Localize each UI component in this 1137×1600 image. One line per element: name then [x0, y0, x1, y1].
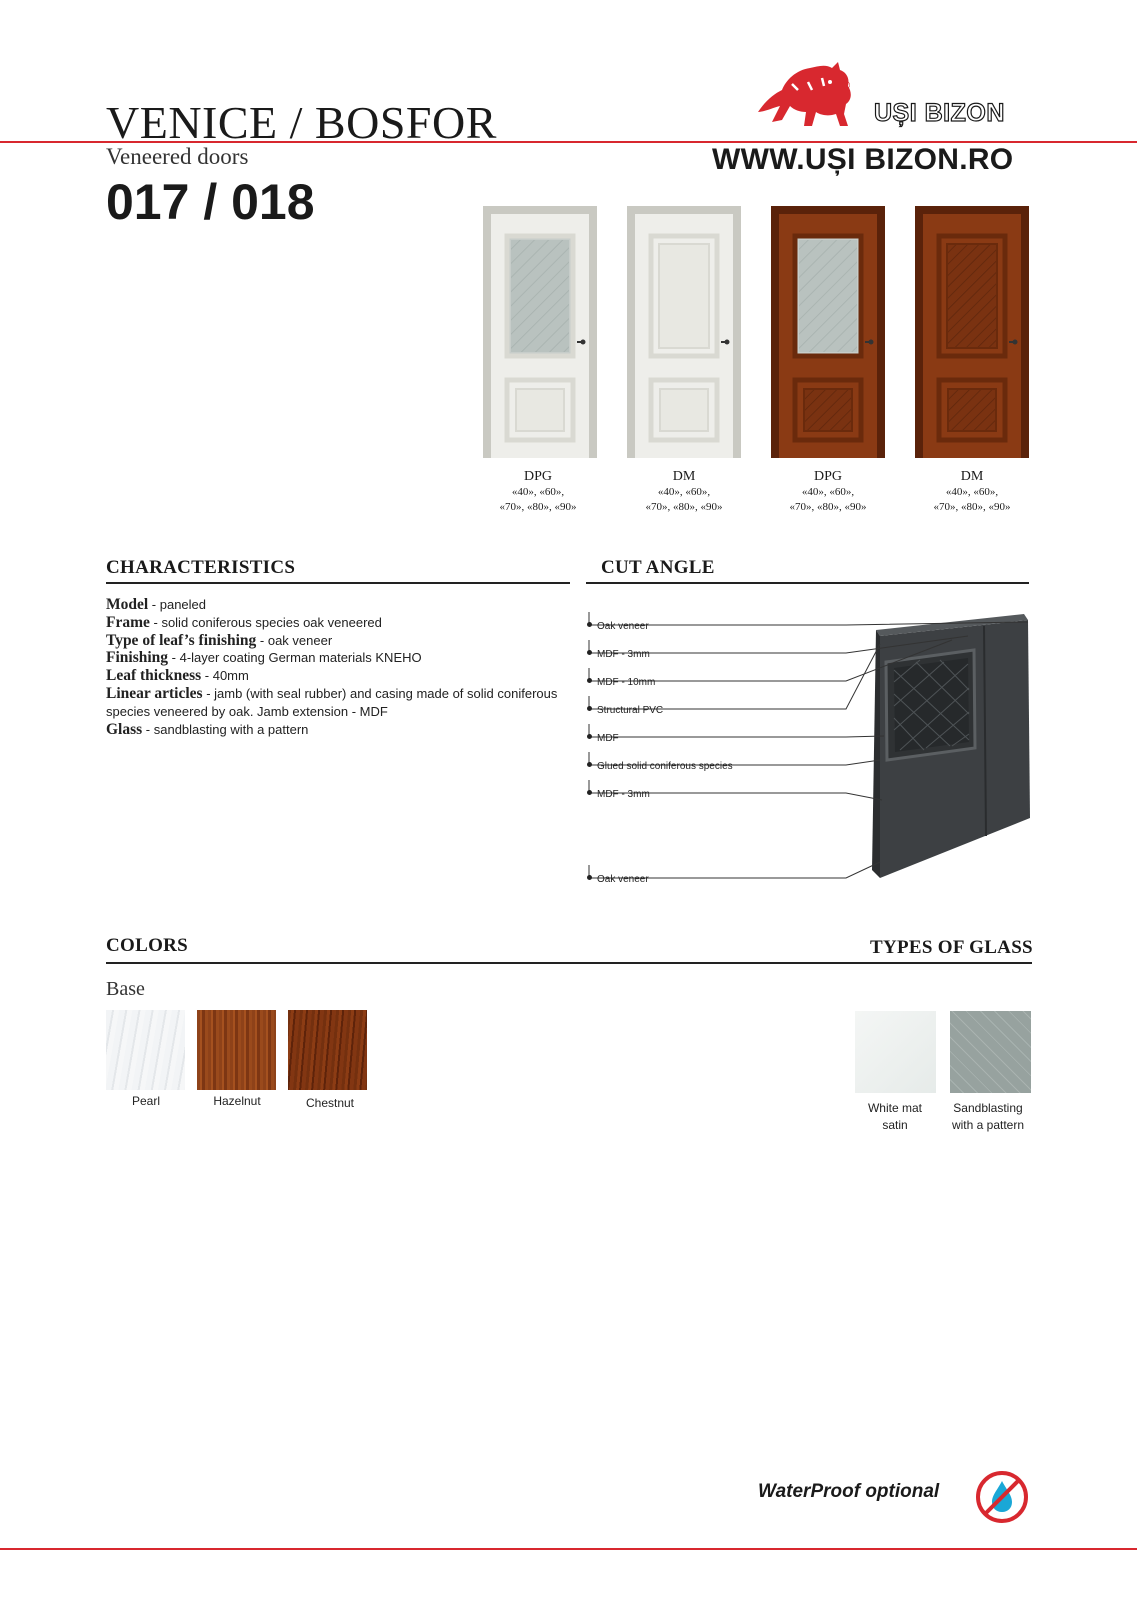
door-image[interactable] [483, 206, 597, 458]
door-caption [612, 469, 756, 515]
layer-marker-dot [587, 734, 592, 739]
door-image[interactable] [771, 206, 885, 458]
characteristic-key: Glass [106, 720, 143, 738]
door-sizes-line2: «70», «80», «90» [499, 501, 577, 513]
door-sizes-line1: «40», «60», [511, 486, 565, 498]
characteristic-value: - solid coniferous species oak veneered [149, 614, 382, 630]
glass-label-white-mat: White mat satin [867, 1101, 922, 1132]
layer-marker-dot [587, 650, 592, 655]
registered-mark: ® [842, 80, 851, 92]
no-water-icon [974, 1469, 1030, 1525]
door-type: DPG [523, 469, 552, 484]
door-type: DM [960, 469, 984, 484]
door-caption [900, 469, 1044, 515]
swatch-chestnut[interactable] [288, 1010, 367, 1090]
layer-marker-dot [587, 678, 592, 683]
bull-logo-icon [752, 60, 864, 132]
door-sizes-line2: «70», «80», «90» [645, 501, 723, 513]
layer-label: Oak veneer [597, 874, 649, 885]
characteristic-item [106, 649, 566, 667]
door-caption [756, 469, 900, 515]
glass-label-sandblasting: Sandblasting with a pattern [951, 1101, 1025, 1132]
characteristic-value: - 4-layer coating German materials KNEHO [168, 650, 422, 666]
characteristic-key: Finishing [106, 649, 169, 667]
characteristic-value: - paneled [148, 597, 207, 612]
characteristic-item [106, 596, 566, 614]
characteristic-item [106, 721, 566, 739]
door-sizes-line2: «70», «80», «90» [933, 501, 1011, 513]
door-image[interactable] [915, 206, 1029, 458]
characteristic-key: Model [106, 596, 149, 613]
layer-label: MDF - 3mm [597, 649, 650, 660]
product-title: VENICE / BOSFOR [106, 97, 497, 148]
characteristic-value: - jamb (with seal rubber) and casing made of solid coniferous species veneered by oak. Jamb extension - MDF [106, 685, 558, 719]
colors-rule [106, 962, 1032, 964]
characteristic-key: Linear articles [106, 684, 203, 702]
cut-angle-heading: CUT ANGLE [601, 557, 715, 578]
waterproof-note: WaterProof optional [758, 1481, 940, 1502]
characteristics-list [106, 596, 566, 738]
swatch-label-chestnut: Chestnut [305, 1096, 355, 1110]
glass-sandblasting-pattern[interactable] [950, 1011, 1031, 1093]
characteristic-value: - sandblasting with a pattern [142, 721, 309, 737]
glass-types-heading: TYPES OF GLASS [870, 937, 1033, 958]
layer-leader-line [589, 724, 884, 737]
door-sizes-line2: «70», «80», «90» [789, 501, 867, 513]
layer-marker-dot [587, 790, 592, 795]
swatch-hazelnut[interactable] [197, 1010, 276, 1090]
layer-label: MDF - 3mm [597, 789, 650, 800]
layer-marker-dot [587, 622, 592, 627]
glass-white-mat-satin[interactable] [855, 1011, 936, 1093]
layer-label: Glued solid coniferous species [597, 761, 733, 772]
door-sizes-line1: «40», «60», [801, 486, 855, 498]
characteristics-heading: CHARACTERISTICS [106, 557, 296, 578]
layer-label: MDF - 10mm [597, 677, 656, 688]
layer-marker-dot [587, 875, 592, 880]
cut-angle-rule [586, 582, 1029, 584]
brand-name: UȘI BIZON [874, 99, 1005, 127]
door-cross-section-diagram [580, 600, 1040, 890]
characteristic-item [106, 614, 566, 632]
base-colors-label: Base [106, 978, 145, 1000]
layer-label: Oak veneer [597, 621, 649, 632]
characteristic-item [106, 667, 566, 685]
characteristics-rule [106, 582, 570, 584]
layer-label: MDF [597, 733, 619, 744]
characteristic-item [106, 632, 566, 650]
product-subtitle: Veneered doors [106, 144, 249, 169]
layer-marker-dot [587, 706, 592, 711]
swatch-label-pearl: Pearl [131, 1094, 160, 1108]
characteristic-key: Type of leaf’s finishing [106, 631, 257, 649]
layer-leader-line [589, 612, 1028, 625]
door-type: DM [672, 469, 696, 484]
characteristic-key: Frame [106, 613, 150, 631]
layer-marker-dot [587, 762, 592, 767]
swatch-pearl[interactable] [106, 1010, 185, 1090]
swatch-label-hazelnut: Hazelnut [213, 1094, 261, 1108]
characteristic-value: - 40mm [201, 668, 249, 684]
colors-heading: COLORS [106, 935, 189, 956]
characteristic-key: Leaf thickness [106, 667, 202, 685]
layer-label: Structural PVC [597, 705, 664, 716]
characteristic-value: - oak veneer [256, 632, 333, 648]
product-code: 017 / 018 [106, 174, 315, 230]
door-sizes-line1: «40», «60», [945, 486, 999, 498]
door-caption [466, 469, 610, 515]
website-link[interactable]: WWW.UȘI BIZON.RO [712, 143, 1014, 176]
door-image[interactable] [627, 206, 741, 458]
footer-rule [0, 1548, 1137, 1550]
characteristic-item [106, 685, 566, 721]
door-type: DPG [813, 469, 842, 484]
door-sizes-line1: «40», «60», [657, 486, 711, 498]
